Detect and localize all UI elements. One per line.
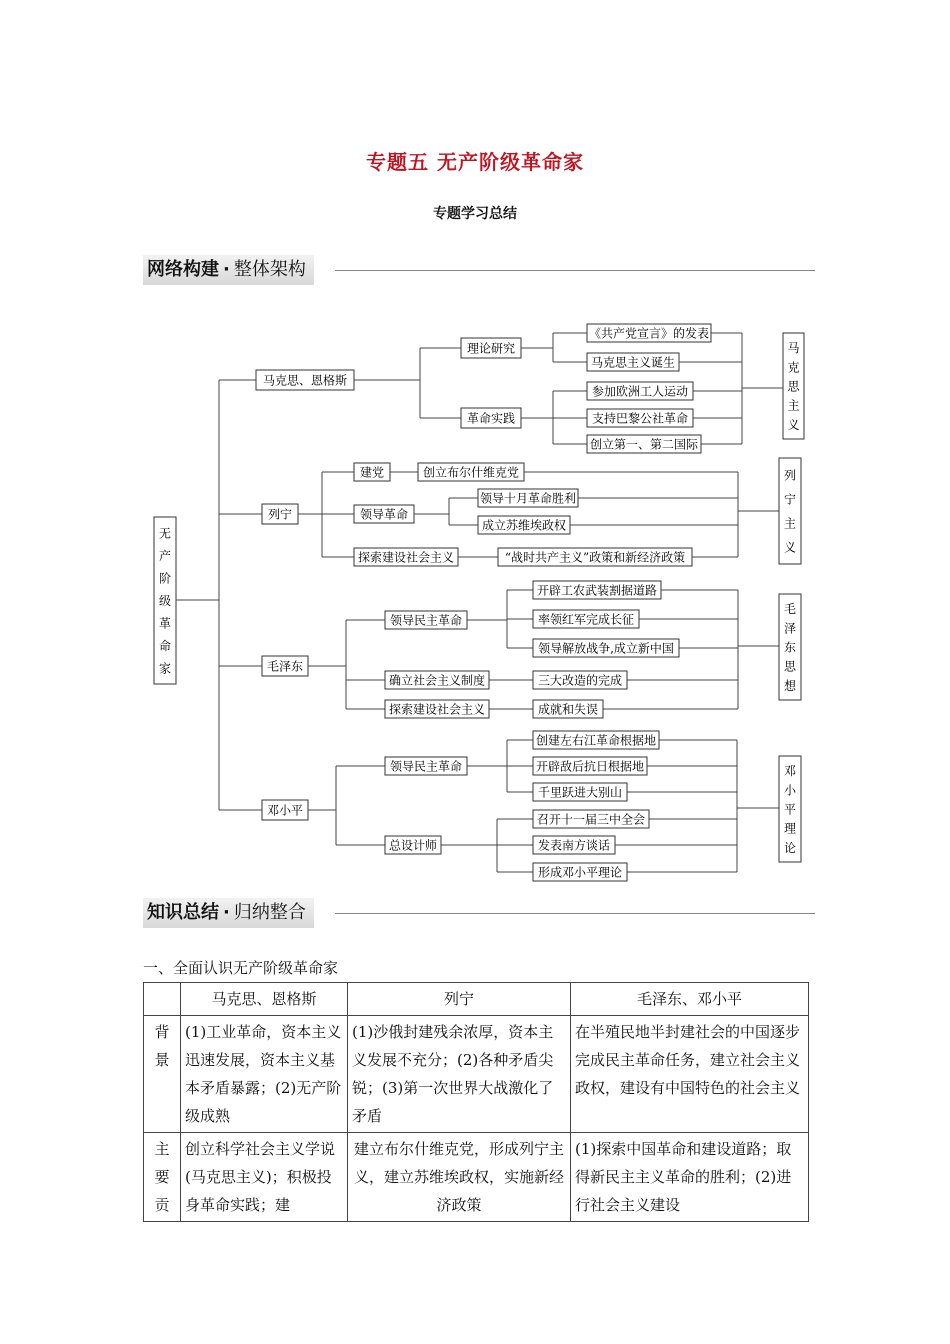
node-label: 千里跃进大别山	[537, 785, 623, 800]
node-char: 邓	[783, 764, 797, 779]
branch-node	[385, 757, 467, 775]
leaf-node	[533, 671, 627, 689]
node-label: 邓小平	[266, 803, 304, 818]
leaf-node	[478, 516, 570, 534]
node-label: 建党	[359, 465, 385, 480]
node-label: 开辟敌后抗日根据地	[535, 759, 645, 774]
result-node	[779, 594, 801, 700]
leaf-node	[533, 700, 603, 718]
node-char: 无	[158, 526, 172, 541]
node-char: 宁	[783, 492, 797, 507]
root-node	[154, 517, 176, 684]
leaf-node	[587, 409, 693, 427]
leaf-node	[533, 836, 615, 854]
result-node	[783, 333, 804, 439]
node-char: 主	[787, 398, 800, 413]
node-label: 成立苏维埃政权	[481, 518, 567, 533]
band-bold: 知识总结	[147, 902, 219, 923]
node-label: 创立布尔什维克党	[422, 465, 520, 480]
node-char: 平	[783, 802, 797, 817]
leaf-node	[587, 435, 701, 453]
node-label: 参加欧洲工人运动	[591, 384, 689, 399]
node-char: 命	[158, 638, 172, 653]
node-char: 革	[158, 616, 172, 631]
band-tag	[143, 898, 314, 928]
node-label: 领导民主革命	[389, 613, 463, 628]
band-rest: 整体架构	[233, 259, 306, 280]
node-label: 支持巴黎公社革命	[591, 411, 689, 426]
node-label: 发表南方谈话	[537, 838, 611, 853]
branch-node	[461, 408, 521, 428]
node-char: 义	[783, 540, 797, 555]
person-node	[262, 504, 298, 524]
node-char: 马	[787, 341, 800, 356]
node-label: 革命实践	[466, 411, 516, 426]
node-label: 率领红军完成长征	[537, 612, 635, 627]
col-header: 毛泽东、邓小平	[571, 983, 809, 1016]
node-char: 小	[783, 783, 797, 798]
node-label: 领导十月革命胜利	[479, 491, 577, 506]
leaf-node	[587, 382, 693, 400]
section-band-summary	[143, 898, 815, 928]
table-cell: 建立布尔什维克党，形成列宁主义，建立苏维埃政权，实施新经济政策	[348, 1133, 571, 1222]
branch-node	[354, 548, 458, 566]
col-header: 列宁	[348, 983, 571, 1016]
node-label: 马克思、恩格斯	[262, 373, 348, 388]
leaf-node	[533, 863, 627, 881]
node-label: 开辟工农武装割据道路	[536, 583, 658, 598]
node-label: 列宁	[267, 507, 293, 522]
branch-node	[461, 338, 521, 358]
band-bold: 网络构建	[147, 259, 219, 280]
leaf-node	[533, 757, 647, 775]
node-char: 思	[787, 379, 800, 394]
node-label: 召开十一届三中全会	[536, 812, 646, 827]
leaf-node	[533, 610, 639, 628]
node-label: 马克思主义诞生	[590, 355, 676, 370]
table-cell: (1)工业革命，资本主义迅速发展，资本主义基本矛盾暴露；(2)无产阶级成熟	[181, 1016, 348, 1133]
node-char: 克	[787, 360, 800, 375]
node-char: 阶	[158, 571, 172, 586]
node-label: 确立社会主义制度	[388, 673, 486, 688]
band-sep: ·	[223, 259, 230, 280]
person-node	[262, 656, 308, 676]
col-header: 马克思、恩格斯	[181, 983, 348, 1016]
node-label: 三大改造的完成	[537, 673, 623, 688]
table-row	[144, 1016, 809, 1133]
node-label: 探索建设社会主义	[388, 702, 486, 717]
node-char: 级	[158, 594, 172, 608]
section-heading: 一、全面认识无产阶级革命家	[143, 959, 339, 977]
result-node	[779, 756, 801, 862]
leaf-node	[587, 324, 711, 342]
table-header-row	[144, 983, 809, 1016]
node-char: 东	[783, 640, 797, 655]
branch-node	[385, 836, 441, 854]
node-char: 泽	[783, 621, 797, 636]
node-char: 家	[158, 661, 172, 676]
leaf-node	[418, 463, 524, 481]
summary-table	[143, 982, 809, 1222]
table-cell: 在半殖民地半封建社会的中国逐步完成民主革命任务，建立社会主义政权，建设有中国特色的社会主义	[571, 1016, 809, 1133]
node-char: 义	[787, 417, 800, 432]
band-rule	[335, 913, 815, 914]
branch-node	[385, 700, 489, 718]
leaf-node	[533, 783, 627, 801]
node-char: 思	[783, 659, 797, 674]
node-label: 领导民主革命	[389, 759, 463, 774]
node-label: 成就和失误	[537, 702, 599, 717]
row-label: 背景	[144, 1016, 181, 1133]
node-char: 论	[783, 840, 797, 855]
table-row	[144, 1133, 809, 1222]
leaf-node	[587, 353, 679, 371]
node-label: 探索建设社会主义	[357, 550, 455, 565]
row-label: 主要贡	[144, 1133, 181, 1222]
node-char: 产	[158, 549, 172, 564]
leaf-node	[533, 810, 649, 828]
table-cell: 创立科学社会主义学说(马克思主义)；积极投身革命实践；建	[181, 1133, 348, 1222]
person-node	[262, 800, 308, 820]
leaf-node	[533, 731, 659, 749]
node-char: 主	[783, 516, 797, 531]
page-title: 专题五 无产阶级革命家	[366, 150, 584, 174]
leaf-node	[533, 581, 661, 599]
branch-node	[354, 505, 414, 523]
band-sep: ·	[223, 902, 230, 923]
leaf-node	[498, 548, 692, 566]
branch-node	[385, 671, 489, 689]
table-cell: (1)沙俄封建残余浓厚，资本主义发展不充分；(2)各种矛盾尖锐；(3)第一次世界大战激化了矛盾	[348, 1016, 571, 1133]
leaf-node	[533, 639, 679, 657]
node-label: 理论研究	[466, 341, 516, 356]
person-node	[256, 370, 354, 390]
branch-node	[385, 611, 467, 629]
node-char: 列	[783, 468, 797, 483]
node-char: 毛	[783, 602, 797, 617]
node-char: 理	[783, 821, 797, 836]
table-corner	[144, 983, 181, 1016]
leaf-node	[478, 489, 578, 507]
node-label: 总设计师	[388, 838, 438, 853]
node-label: 领导解放战争,成立新中国	[538, 641, 674, 656]
node-label: 毛泽东	[266, 659, 304, 674]
result-node	[779, 458, 801, 564]
node-char: 想	[783, 678, 797, 693]
node-label: 形成邓小平理论	[537, 865, 623, 880]
page-subtitle: 专题学习总结	[433, 206, 517, 222]
node-label: 创建左右江革命根据地	[535, 733, 657, 748]
node-label: “战时共产主义”政策和新经济政策	[504, 550, 686, 565]
branch-node	[354, 463, 390, 481]
node-label: 创立第一、第二国际	[589, 437, 699, 452]
node-label: 领导革命	[359, 507, 409, 522]
node-label: 《共产党宣言》的发表	[588, 326, 710, 341]
band-rest: 归纳整合	[233, 902, 306, 923]
table-cell: (1)探索中国革命和建设道路；取得新民主主义革命的胜利；(2)进行社会主义建设	[571, 1133, 809, 1222]
